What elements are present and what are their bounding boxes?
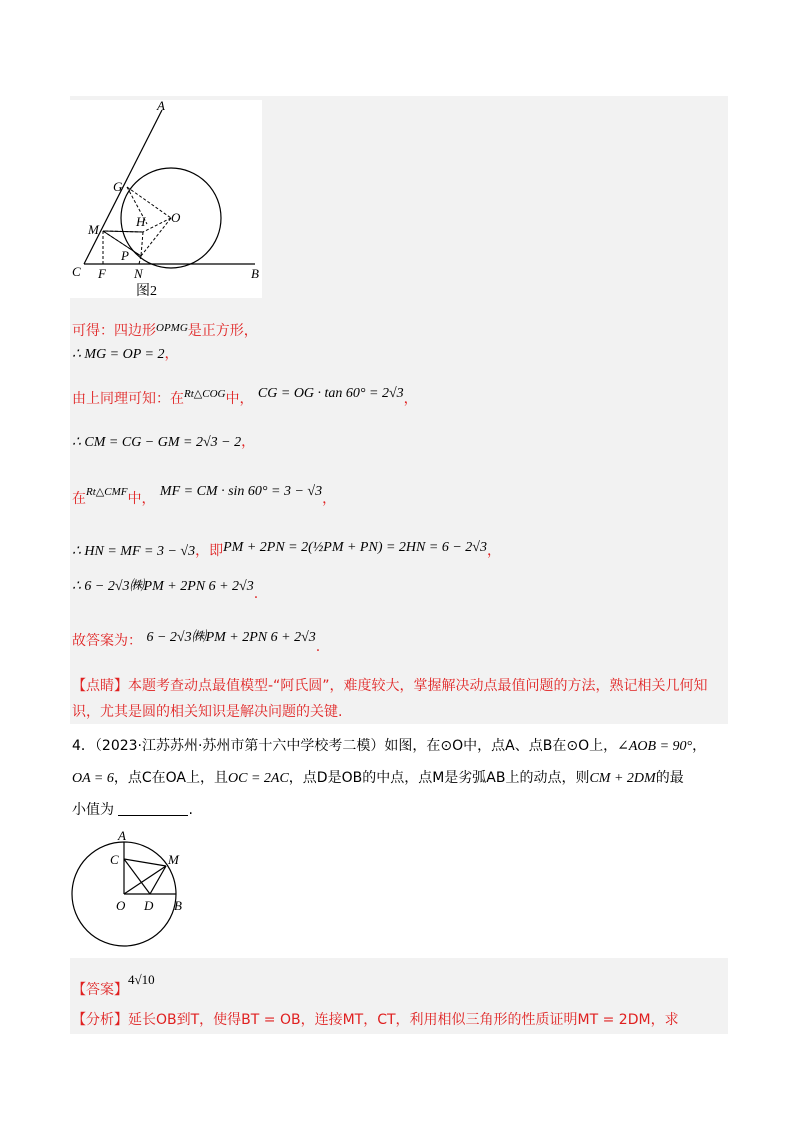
analysis-line: 【分析】延长OB到T，使得BT = OB，连接MT，CT，利用相似三角形的性质证明MT = 2DM，求 [72,1012,679,1028]
label-B: B [251,266,259,281]
answer-line: 【答案】4√10 [72,972,155,998]
label-M: M [88,222,99,237]
solution-line-2: ∴ MG = OP = 2， [72,346,179,362]
label-N: N [134,266,143,281]
label-H: H [136,214,146,229]
figure-caption: 图2 [136,284,157,298]
answer-blank [118,801,188,816]
problem-4-line-3: 小值为 . [72,802,193,818]
problem-4-diagram [70,828,196,948]
figure-2-diagram [70,100,262,298]
solution-line-5: 在$^{Rt\triangle CMF}$中， MF = CM · sin 60° = 3 − √3， [72,484,337,507]
p4-label-B: B [174,898,182,913]
remark-line-2: 识，尤其是圆的相关知识是解决问题的关键. [72,704,343,720]
p4-label-C: C [110,852,119,867]
solution-line-6: ∴ HN = MF = 3 − √3，即PM + 2PN = 2(½PM + PN) = 2HN = 6 − 2√3， [72,540,501,559]
label-G: G [113,179,123,194]
label-F: F [98,266,106,281]
p4-label-M: M [168,852,179,867]
answer-value: 4√10 [128,972,155,987]
solution-line-4: ∴ CM = CG − GM = 2√3 − 2， [72,434,256,450]
problem-4-line-2: OA = 6，点C在OA上，且OC = 2AC，点D是OB的中点，点M是劣弧AB上的动点，则CM + 2DM的最 [72,770,684,786]
solution-line-1: 可得：四边形$^{OPMG}$是正方形， [72,322,258,339]
label-A: A [157,100,165,113]
p4-label-A: A [118,828,126,843]
p4-label-O: O [116,898,126,913]
label-O: O [171,210,181,225]
p4-label-D: D [144,898,154,913]
label-P: P [121,248,129,263]
solution-line-7: ∴ 6 − 2√3㈱PM + 2PN 6 + 2√3. [72,579,259,602]
label-C: C [72,264,81,279]
solution-line-3: 由上同理可知：在$^{Rt\triangle COG}$中， CG = OG · tan 60° = 2√3， [72,386,418,407]
remark-line-1: 【点睛】本题考查动点最值模型-“阿氏圆”，难度较大，掌握解决动点最值问题的方法，熟记相关几何知 [72,678,708,694]
solution-line-8: 故答案为： 6 − 2√3㈱PM + 2PN 6 + 2√3. [72,630,321,655]
problem-4-line-1: 4．（2023·江苏苏州·苏州市第十六中学校考二模）如图，在⊙O中，点A、点B在⊙O上，∠AOB = 90°， [72,738,707,754]
